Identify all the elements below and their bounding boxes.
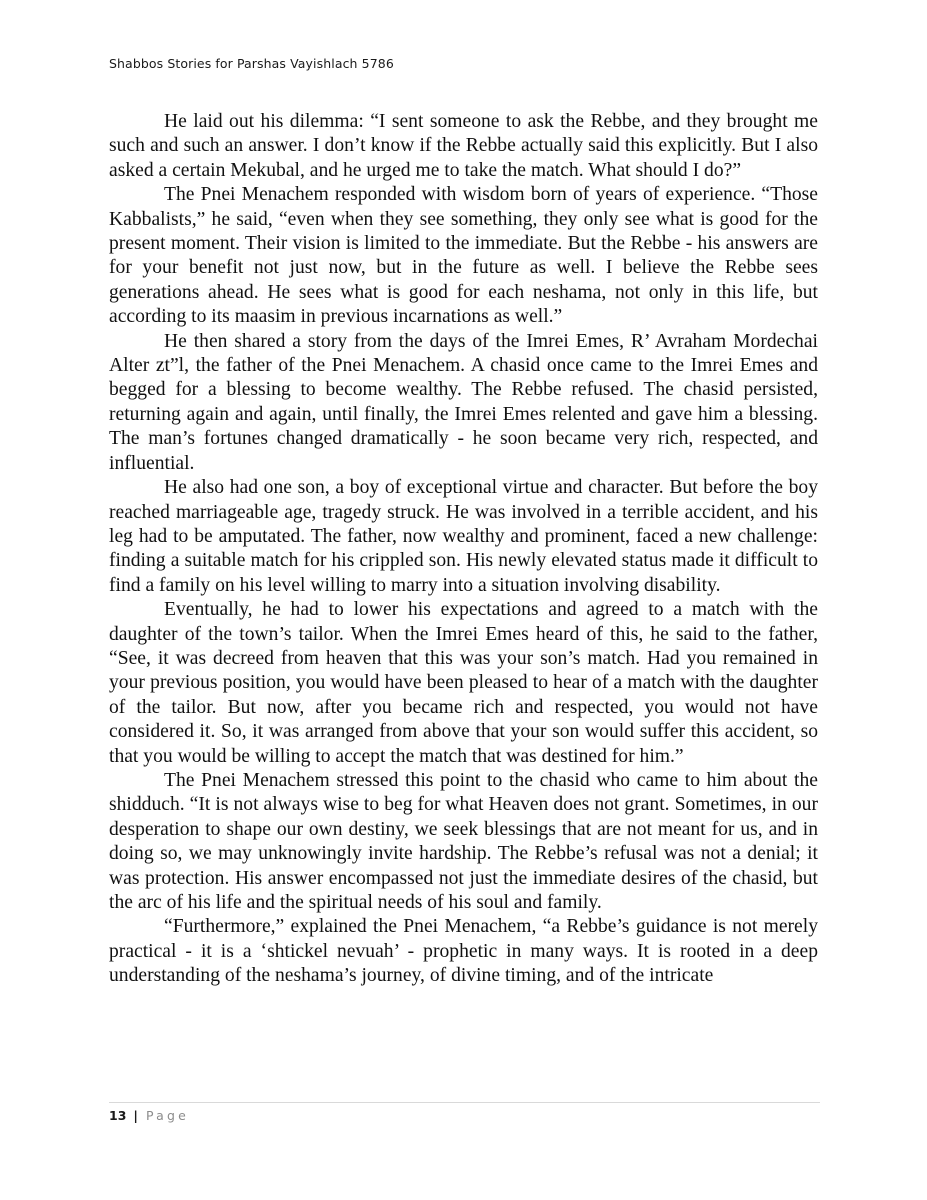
paragraph: “Furthermore,” explained the Pnei Menachem, “a Rebbe’s guidance is not merely practical - it is a ‘shtickel nevuah’ - prophetic in many ways. It is rooted in a deep understanding of the neshama’s journey, of divine timing, and of the intricate — [109, 916, 818, 987]
paragraph: He also had one son, a boy of exceptional virtue and character. But before the boy reached marriageable age, tragedy struck. He was involved in a terrible accident, and his leg had to be amputated. The father, now wealthy and prominent, faced a new challenge: finding a suitable match for his crippled son. His newly elevated status made it difficult to find a family on his level willing to marry into a situation involving disability. — [109, 477, 818, 596]
page-label: Page — [145, 1108, 190, 1123]
paragraph: He then shared a story from the days of the Imrei Emes, R’ Avraham Mordechai Alter zt”l, the father of the Pnei Menachem. A chasid once came to the Imrei Emes and begged for a blessing to become wealthy. The Rebbe refused. The chasid persisted, returning again and again, until finally, the Imrei Emes relented and gave him a blessing. The man’s fortunes changed dramatically - he soon became very rich, respected, and influential. — [109, 330, 818, 474]
body-text — [109, 110, 818, 989]
page-footer — [109, 1108, 189, 1123]
running-header: Shabbos Stories for Parshas Vayishlach 5786 — [109, 56, 394, 71]
paragraph: Eventually, he had to lower his expectations and agreed to a match with the daughter of the town’s tailor. When the Imrei Emes heard of this, he said to the father, “See, it was decreed from heaven that this was your son’s match. Had you remained in your previous position, you would have been pleased to hear of a match with the daughter of the tailor. But now, after you became rich and respected, you would not have considered it. So, it was arranged from above that your son would suffer this accident, so that you would be willing to accept the match that was destined for him.” — [109, 599, 818, 767]
paragraph: The Pnei Menachem responded with wisdom born of years of experience. “Those Kabbalists,” he said, “even when they see something, they only see what is good for the present moment. Their vision is limited to the immediate. But the Rebbe - his answers are for your benefit not just now, but in the future as well. I believe the Rebbe sees generations ahead. He sees what is good for each neshama, not only in this life, but according to its maasim in previous incarnations as well.” — [109, 184, 818, 328]
page-number: 13 — [109, 1108, 127, 1123]
footer-separator: | — [133, 1108, 138, 1123]
footer-divider — [109, 1102, 820, 1103]
paragraph: The Pnei Menachem stressed this point to the chasid who came to him about the shidduch. “It is not always wise to beg for what Heaven does not grant. Sometimes, in our desperation to shape our own destiny, we seek blessings that are not meant for us, and in doing so, we may unknowingly invite hardship. The Rebbe’s refusal was not a denial; it was protection. His answer encompassed not just the immediate desires of the chasid, but the arc of his life and the spiritual needs of his soul and family. — [109, 769, 818, 913]
paragraph: He laid out his dilemma: “I sent someone to ask the Rebbe, and they brought me such and such an answer. I don’t know if the Rebbe actually said this explicitly. But I also asked a certain Mekubal, and he urged me to take the match. What should I do?” — [109, 111, 818, 181]
